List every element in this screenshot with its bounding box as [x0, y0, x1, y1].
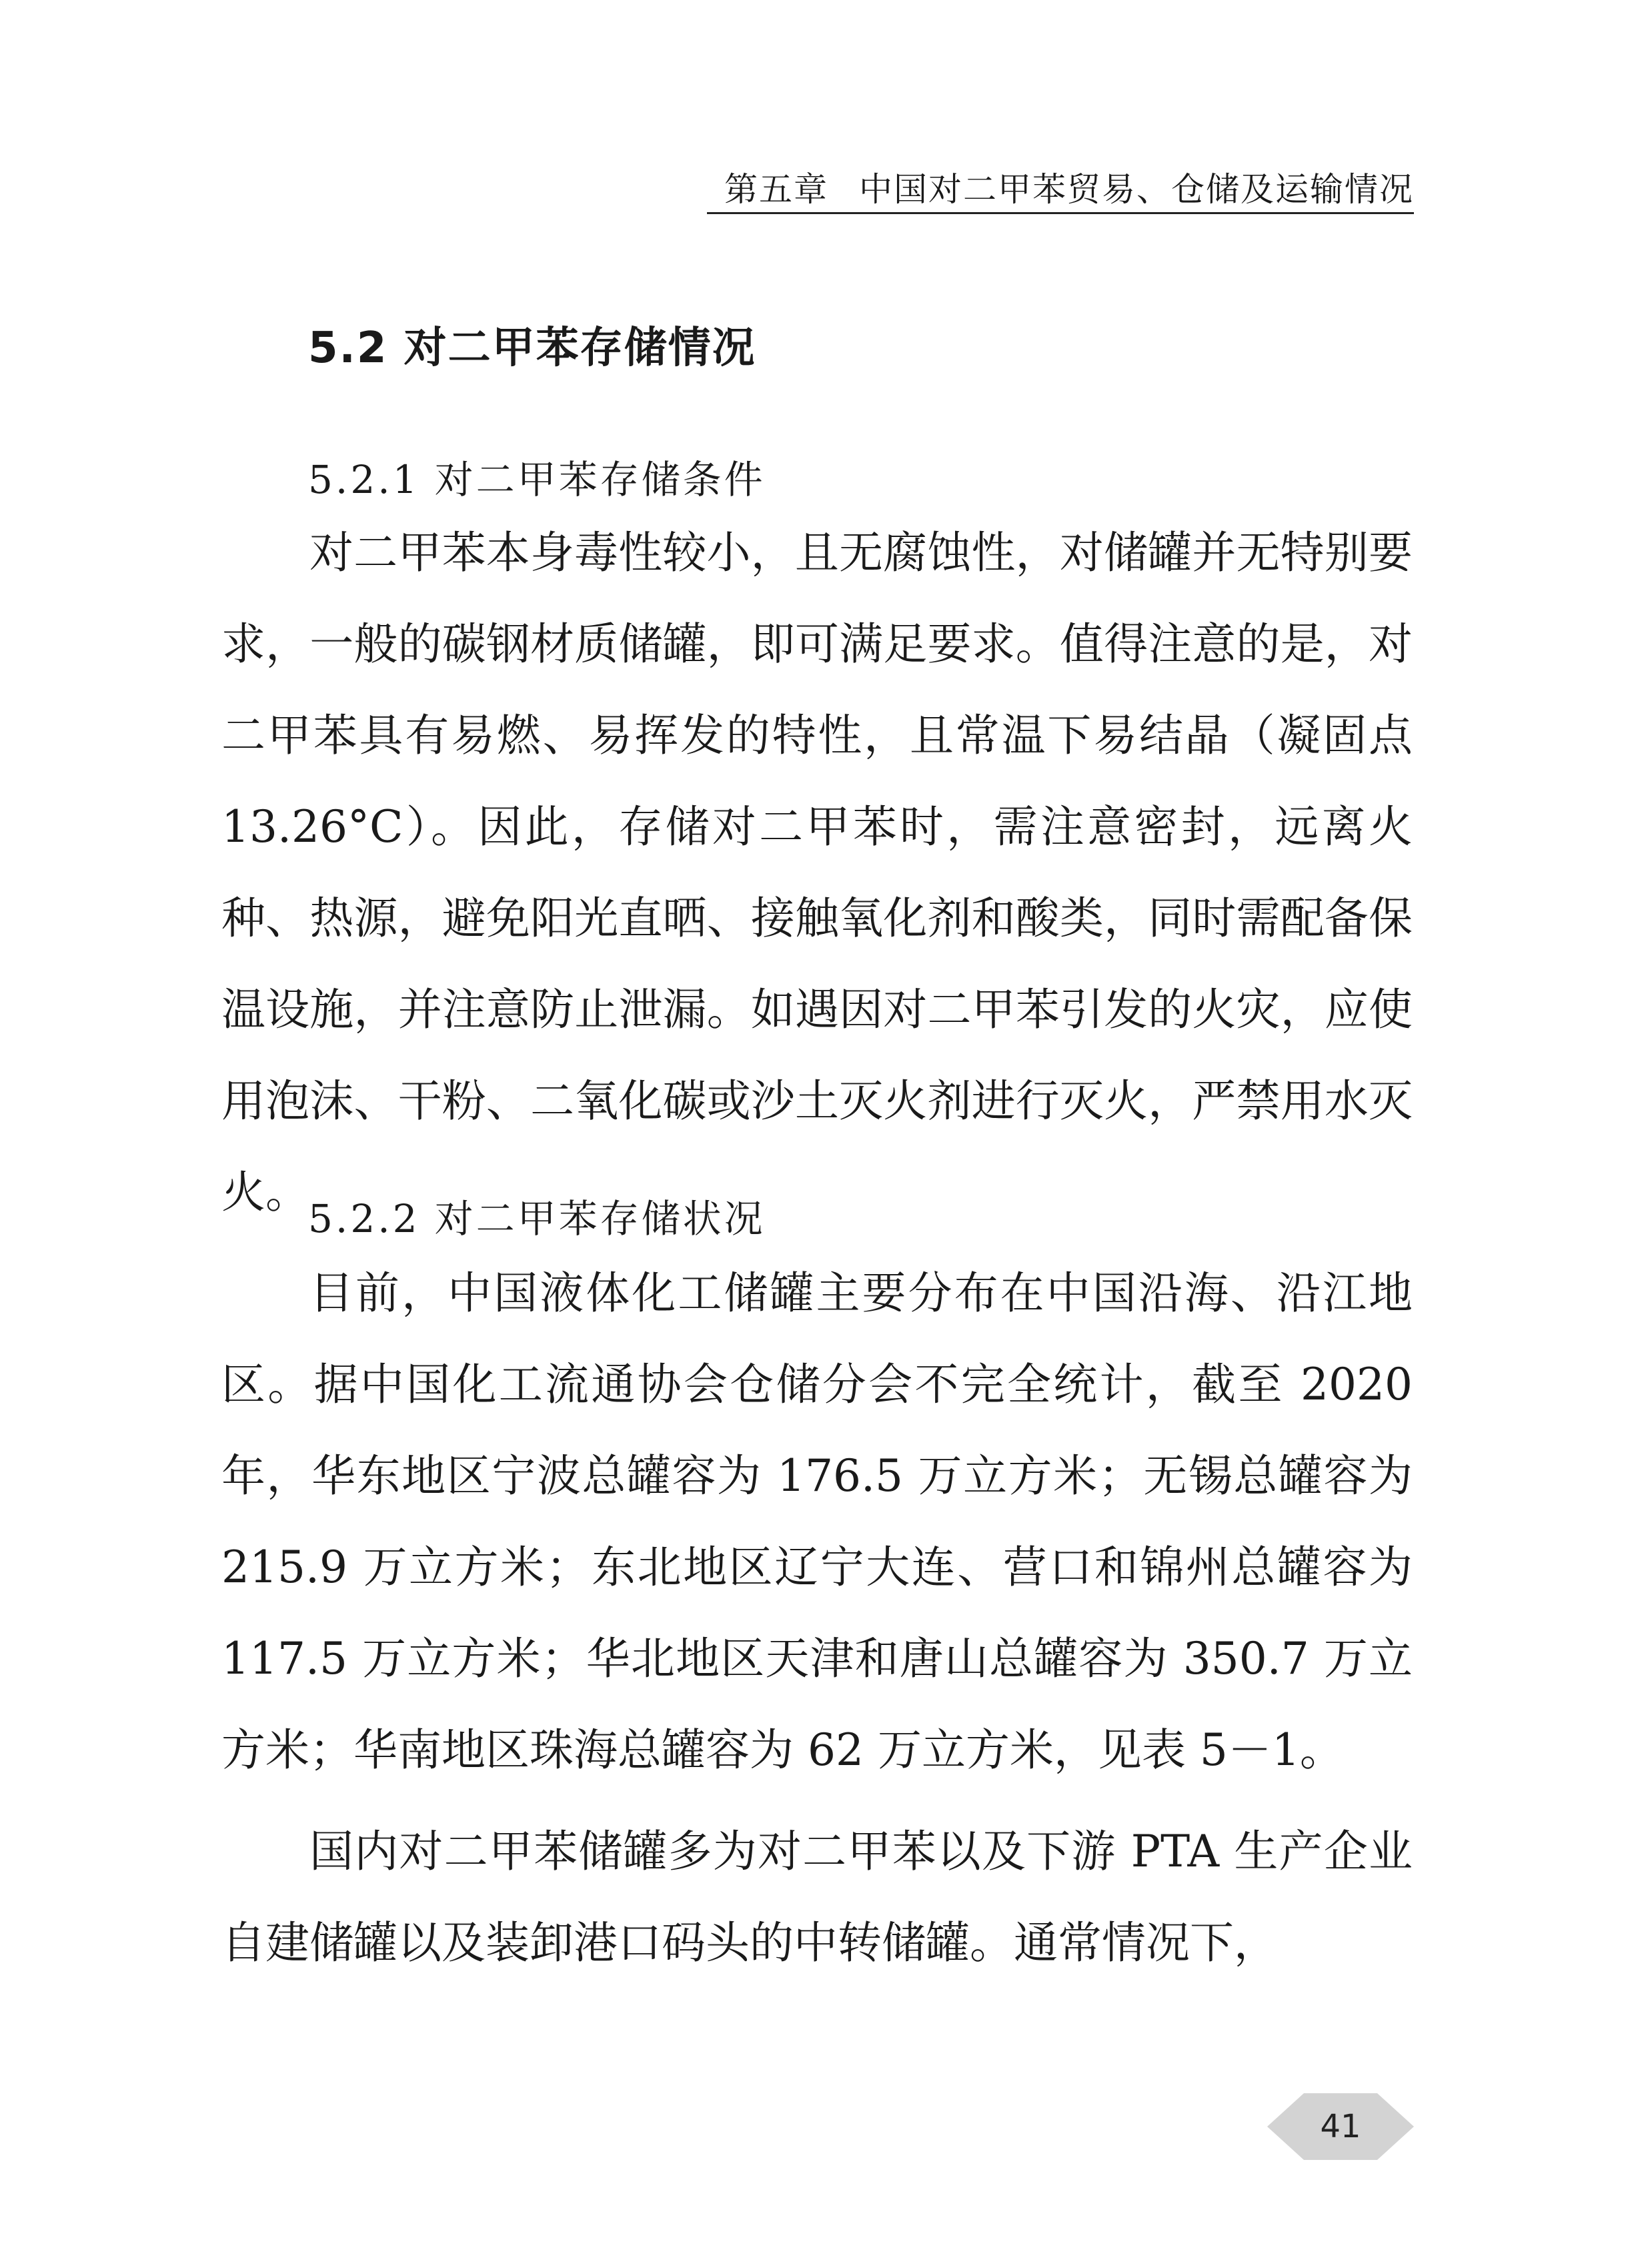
body-paragraph-1: 对二甲苯本身毒性较小，且无腐蚀性，对储罐并无特别要求，一般的碳钢材质储罐，即可满足要求。值得注意的是，对二甲苯具有易燃、易挥发的特性，且常温下易结晶（凝固点 13.26°C）。因此，存储对二甲苯时，需注意密封，远离火种、热源，避免阳光直晒、接触氧化剂和酸类，同时需配备保温设施，并注意防止泄漏。如遇因对二甲苯引发的火灾，应使用泡沫、干粉、二氧化碳或沙土灭火剂进行灭火，严禁用水灭火。	[221, 527, 1413, 1218]
running-header	[724, 163, 1414, 211]
subsection-title-1: 对二甲苯存储条件	[434, 457, 766, 502]
subsection-number-1: 5.2.1	[308, 457, 420, 502]
body-paragraph-3: 国内对二甲苯储罐多为对二甲苯以及下游 PTA 生产企业自建储罐以及装卸港口码头的中转储罐。通常情况下，	[221, 1826, 1413, 1968]
running-header-title: 中国对二甲苯贸易、仓储及运输情况	[859, 170, 1414, 209]
header-rule	[707, 212, 1414, 214]
page-number: 41	[1320, 2108, 1361, 2145]
page-number-badge	[1267, 2093, 1414, 2160]
section-title: 5.2 对二甲苯存储情况	[308, 324, 756, 373]
subsection-number-2: 5.2.2	[308, 1196, 420, 1241]
subsection-heading-1	[308, 448, 766, 504]
running-header-chapter: 第五章	[724, 170, 828, 209]
body-paragraph-2: 目前，中国液体化工储罐主要分布在中国沿海、沿江地区。据中国化工流通协会仓储分会不完全统计，截至 2020 年，华东地区宁波总罐容为 176.5 万立方米；无锡总罐容为 215.9 万立方米；东北地区辽宁大连、营口和锦州总罐容为 117.5 万立方米；华北地区天津和唐山总罐容为 350.7 万立方米；华南地区珠海总罐容为 62 万立方米，见表 5－1。	[221, 1267, 1413, 1776]
subsection-heading-2	[308, 1187, 766, 1243]
subsection-title-2: 对二甲苯存储状况	[434, 1196, 766, 1241]
